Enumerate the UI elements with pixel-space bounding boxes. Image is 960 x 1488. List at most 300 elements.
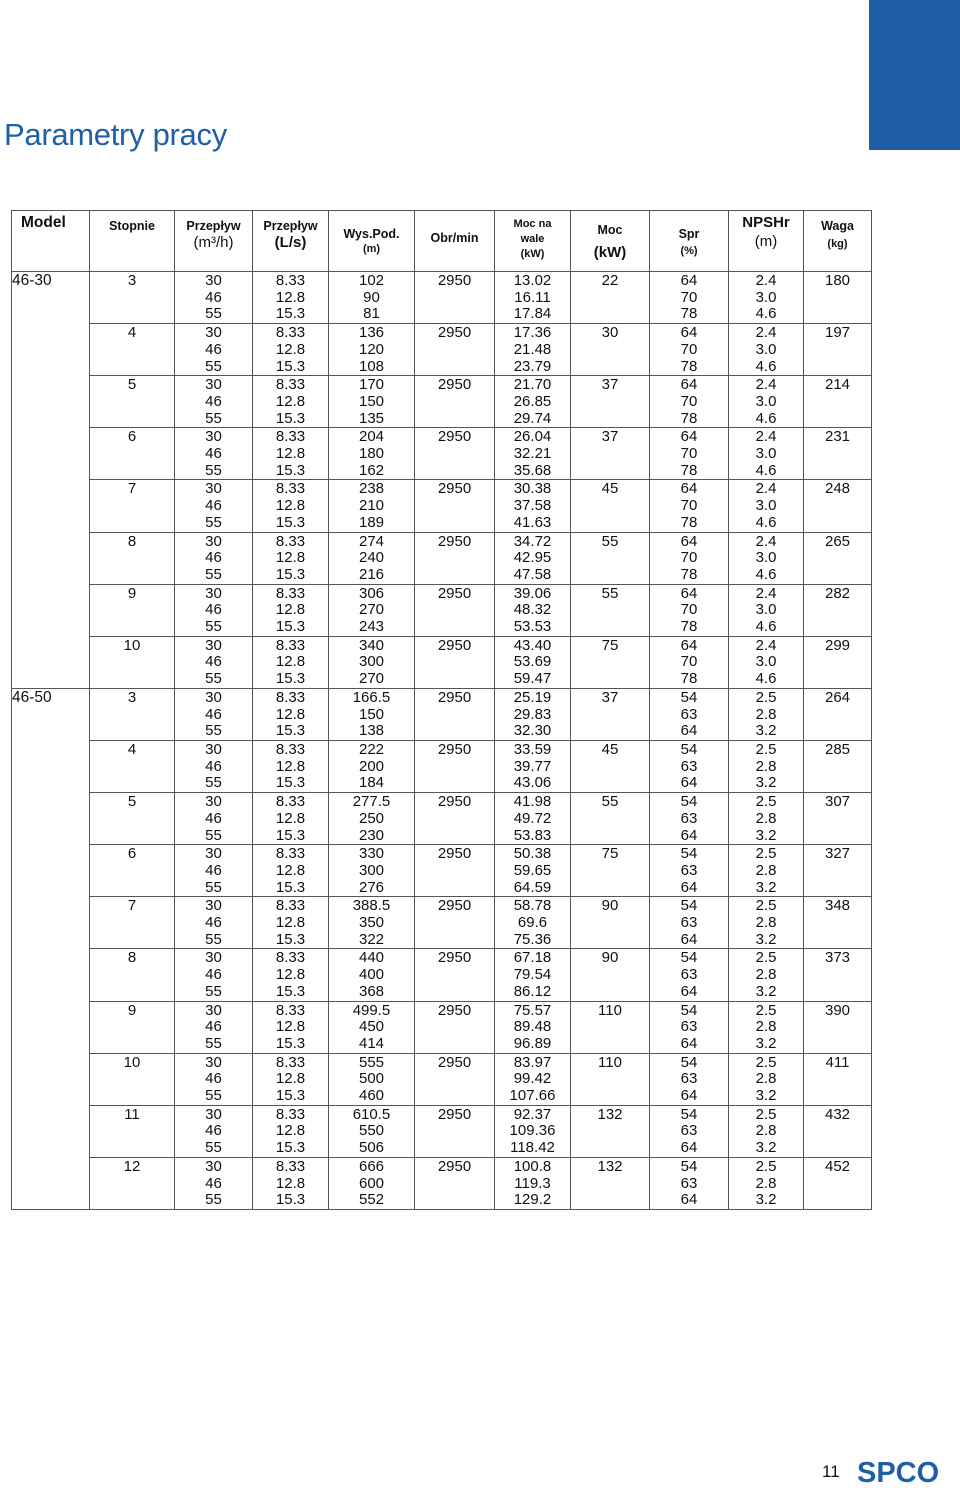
shaft-power-cell-value: 37.58 xyxy=(513,497,552,515)
flow-m3h-cell-value: 30 xyxy=(205,1053,222,1071)
header-model xyxy=(12,211,90,272)
logo-text: SPCO xyxy=(857,1457,940,1488)
flow-ls-cell xyxy=(253,428,329,480)
npshr-cell-value: 2.8 xyxy=(755,1174,777,1192)
head-cell xyxy=(329,740,415,792)
npshr-cell-value: 3.2 xyxy=(755,774,777,792)
shaft-power-cell-value: 53.53 xyxy=(513,618,552,636)
head-cell-value: 108 xyxy=(358,357,385,375)
rpm-cell-value: 2950 xyxy=(437,584,472,602)
efficiency-cell-value: 64 xyxy=(680,982,698,1000)
stages-cell xyxy=(90,584,175,636)
flow-ls-cell-value: 15.3 xyxy=(275,1034,306,1052)
flow-ls-cell-value: 12.8 xyxy=(275,340,306,358)
rpm-cell xyxy=(415,480,495,532)
npshr-cell-value: 2.4 xyxy=(755,636,777,654)
flow-ls-cell-value: 15.3 xyxy=(275,1191,306,1209)
rpm-cell-value: 2950 xyxy=(437,272,472,289)
head-cell-value: 300 xyxy=(358,653,385,671)
flow-m3h-cell-value: 55 xyxy=(205,1191,222,1209)
head-cell-value: 102 xyxy=(358,272,385,289)
power-cell-value: 90 xyxy=(601,949,619,967)
flow-m3h-cell-value: 30 xyxy=(205,793,222,811)
rpm-cell xyxy=(415,532,495,584)
table-row xyxy=(12,636,872,688)
header-stopnie-label: Stopnie xyxy=(109,219,155,233)
weight-cell xyxy=(804,845,872,897)
shaft-power-cell xyxy=(495,1105,571,1157)
shaft-power-cell-value: 69.6 xyxy=(517,914,548,932)
model-label: 46-30 xyxy=(12,272,52,289)
stages-cell xyxy=(90,636,175,688)
head-cell xyxy=(329,1157,415,1209)
efficiency-cell-value: 78 xyxy=(680,461,698,479)
power-cell-value: 45 xyxy=(601,740,619,758)
flow-ls-cell-value: 15.3 xyxy=(275,826,306,844)
stages-cell xyxy=(90,949,175,1001)
shaft-power-cell xyxy=(495,1157,571,1209)
weight-cell-value: 264 xyxy=(824,688,851,706)
table-row xyxy=(12,272,872,324)
flow-m3h-cell xyxy=(175,636,253,688)
flow-ls-cell xyxy=(253,1157,329,1209)
weight-cell xyxy=(804,793,872,845)
shaft-power-cell-value: 67.18 xyxy=(513,949,552,967)
npshr-cell-value: 2.4 xyxy=(755,480,777,498)
flow-m3h-cell xyxy=(175,1001,253,1053)
flow-ls-cell-value: 8.33 xyxy=(275,480,306,498)
header-weight-unit: (kg) xyxy=(827,238,848,250)
efficiency-cell-value: 64 xyxy=(680,480,698,498)
head-cell-value: 270 xyxy=(358,670,385,688)
flow-ls-cell xyxy=(253,480,329,532)
flow-ls-cell xyxy=(253,793,329,845)
head-cell-value: 270 xyxy=(358,601,385,619)
shaft-power-cell-value: 107.66 xyxy=(509,1087,556,1105)
weight-cell-value: 373 xyxy=(824,949,851,967)
npshr-cell-value: 3.0 xyxy=(755,288,777,306)
rpm-cell-value: 2950 xyxy=(437,688,472,706)
shaft-power-cell xyxy=(495,636,571,688)
head-cell-value: 150 xyxy=(358,705,385,723)
weight-cell-value: 214 xyxy=(824,376,851,394)
flow-ls-cell-value: 12.8 xyxy=(275,914,306,932)
npshr-cell-value: 4.6 xyxy=(755,670,777,688)
shaft-power-cell-value: 41.63 xyxy=(513,513,552,531)
npshr-cell-value: 3.0 xyxy=(755,340,777,358)
head-cell xyxy=(329,949,415,1001)
header-weight-label: Waga xyxy=(821,219,854,233)
flow-m3h-cell-value: 30 xyxy=(205,376,222,394)
shaft-power-cell-value: 35.68 xyxy=(513,461,552,479)
npshr-cell xyxy=(729,1053,804,1105)
head-cell xyxy=(329,324,415,376)
flow-ls-cell xyxy=(253,272,329,324)
head-cell-value: 388.5 xyxy=(352,897,391,915)
efficiency-cell-value: 54 xyxy=(680,740,698,758)
head-cell-value: 90 xyxy=(363,288,380,306)
efficiency-cell-value: 64 xyxy=(680,1034,698,1052)
npshr-cell-value: 2.5 xyxy=(755,1157,777,1175)
efficiency-cell-value: 54 xyxy=(680,793,698,811)
rpm-cell xyxy=(415,949,495,1001)
flow-m3h-cell-value: 55 xyxy=(205,930,222,948)
flow-ls-cell-value: 8.33 xyxy=(275,1157,306,1175)
head-cell-value: 162 xyxy=(358,461,385,479)
flow-ls-cell xyxy=(253,949,329,1001)
efficiency-cell-value: 70 xyxy=(680,445,698,463)
table-row xyxy=(12,1053,872,1105)
flow-m3h-cell xyxy=(175,897,253,949)
shaft-power-cell xyxy=(495,688,571,740)
header-head xyxy=(329,211,415,272)
npshr-cell xyxy=(729,584,804,636)
head-cell-value: 274 xyxy=(358,532,385,550)
flow-ls-cell xyxy=(253,532,329,584)
head-cell-value: 368 xyxy=(358,982,385,1000)
head-cell-value: 170 xyxy=(358,376,385,394)
weight-cell xyxy=(804,376,872,428)
weight-cell xyxy=(804,740,872,792)
header-flow-m3h-label: Przepływ xyxy=(186,219,241,233)
head-cell-value: 276 xyxy=(358,878,385,896)
shaft-power-cell-value: 21.70 xyxy=(513,376,552,394)
efficiency-cell-value: 54 xyxy=(680,1053,698,1071)
shaft-power-cell-value: 59.47 xyxy=(513,670,552,688)
flow-m3h-cell-value: 55 xyxy=(205,409,222,427)
head-cell xyxy=(329,688,415,740)
shaft-power-cell xyxy=(495,272,571,324)
npshr-cell-value: 3.2 xyxy=(755,826,777,844)
efficiency-cell xyxy=(650,1157,729,1209)
rpm-cell-value: 2950 xyxy=(437,324,472,342)
power-cell-value: 55 xyxy=(601,793,619,811)
table-row xyxy=(12,688,872,740)
table-row xyxy=(12,428,872,480)
header-shaft-power xyxy=(495,211,571,272)
model-cell xyxy=(12,272,90,689)
rpm-cell xyxy=(415,793,495,845)
flow-m3h-cell-value: 55 xyxy=(205,722,222,740)
table-row xyxy=(12,324,872,376)
npshr-cell-value: 3.2 xyxy=(755,878,777,896)
npshr-cell xyxy=(729,793,804,845)
shaft-power-cell xyxy=(495,584,571,636)
efficiency-cell xyxy=(650,480,729,532)
head-cell-value: 240 xyxy=(358,549,385,567)
npshr-cell-value: 3.2 xyxy=(755,1139,777,1157)
efficiency-cell-value: 64 xyxy=(680,826,698,844)
header-rpm-label: Obr/min xyxy=(430,231,479,245)
efficiency-cell-value: 64 xyxy=(680,1087,698,1105)
npshr-cell xyxy=(729,480,804,532)
corner-accent-block xyxy=(869,0,960,150)
efficiency-cell-value: 78 xyxy=(680,357,698,375)
weight-cell xyxy=(804,584,872,636)
rpm-cell xyxy=(415,584,495,636)
shaft-power-cell-value: 21.48 xyxy=(513,340,552,358)
rpm-cell-value: 2950 xyxy=(437,1157,472,1175)
efficiency-cell-value: 70 xyxy=(680,497,698,515)
stages-cell-value: 4 xyxy=(127,740,137,758)
efficiency-cell-value: 54 xyxy=(680,949,698,967)
stages-cell xyxy=(90,845,175,897)
efficiency-cell-value: 63 xyxy=(680,757,698,775)
npshr-cell-value: 2.4 xyxy=(755,324,777,342)
efficiency-cell-value: 64 xyxy=(680,1139,698,1157)
stages-cell-value: 6 xyxy=(127,845,137,863)
npshr-cell-value: 3.2 xyxy=(755,1191,777,1209)
stages-cell-value: 7 xyxy=(127,480,137,498)
header-rpm xyxy=(415,211,495,272)
flow-m3h-cell-value: 30 xyxy=(205,845,222,863)
stages-cell xyxy=(90,793,175,845)
npshr-cell-value: 2.8 xyxy=(755,861,777,879)
rpm-cell-value: 2950 xyxy=(437,740,472,758)
efficiency-cell-value: 63 xyxy=(680,705,698,723)
npshr-cell xyxy=(729,1001,804,1053)
weight-cell xyxy=(804,636,872,688)
shaft-power-cell-value: 86.12 xyxy=(513,982,552,1000)
flow-m3h-cell-value: 55 xyxy=(205,982,222,1000)
efficiency-cell xyxy=(650,428,729,480)
flow-ls-cell-value: 8.33 xyxy=(275,1053,306,1071)
flow-ls-cell xyxy=(253,1105,329,1157)
header-efficiency xyxy=(650,211,729,272)
shaft-power-cell-value: 48.32 xyxy=(513,601,552,619)
shaft-power-cell xyxy=(495,1001,571,1053)
shaft-power-cell-value: 13.02 xyxy=(513,272,552,289)
head-cell-value: 610.5 xyxy=(352,1105,391,1123)
flow-m3h-cell-value: 55 xyxy=(205,461,222,479)
npshr-cell-value: 3.2 xyxy=(755,722,777,740)
shaft-power-cell-value: 96.89 xyxy=(513,1034,552,1052)
table-row xyxy=(12,949,872,1001)
power-cell-value: 37 xyxy=(601,376,619,394)
weight-cell xyxy=(804,897,872,949)
power-cell-value: 75 xyxy=(601,636,619,654)
flow-m3h-cell-value: 46 xyxy=(205,1122,222,1140)
flow-m3h-cell-value: 46 xyxy=(205,914,222,932)
table-row xyxy=(12,376,872,428)
flow-m3h-cell-value: 46 xyxy=(205,392,222,410)
flow-m3h-cell-value: 55 xyxy=(205,670,222,688)
rpm-cell xyxy=(415,428,495,480)
efficiency-cell xyxy=(650,897,729,949)
rpm-cell xyxy=(415,897,495,949)
efficiency-cell xyxy=(650,793,729,845)
shaft-power-cell xyxy=(495,845,571,897)
flow-m3h-cell-value: 46 xyxy=(205,288,222,306)
head-cell-value: 555 xyxy=(358,1053,385,1071)
rpm-cell-value: 2950 xyxy=(437,845,472,863)
efficiency-cell-value: 54 xyxy=(680,688,698,706)
stages-cell xyxy=(90,897,175,949)
shaft-power-cell-value: 75.57 xyxy=(513,1001,552,1019)
flow-m3h-cell-value: 55 xyxy=(205,357,222,375)
head-cell-value: 200 xyxy=(358,757,385,775)
head-cell-value: 216 xyxy=(358,565,385,583)
flow-m3h-cell-value: 46 xyxy=(205,653,222,671)
power-cell xyxy=(571,584,650,636)
header-flow-ls-unit: (L/s) xyxy=(274,234,307,251)
stages-cell xyxy=(90,532,175,584)
npshr-cell xyxy=(729,949,804,1001)
flow-m3h-cell xyxy=(175,584,253,636)
rpm-cell xyxy=(415,740,495,792)
npshr-cell-value: 3.0 xyxy=(755,549,777,567)
shaft-power-cell-value: 23.79 xyxy=(513,357,552,375)
weight-cell-value: 180 xyxy=(824,272,851,289)
flow-m3h-cell xyxy=(175,1053,253,1105)
flow-ls-cell-value: 12.8 xyxy=(275,288,306,306)
shaft-power-cell xyxy=(495,428,571,480)
npshr-cell xyxy=(729,272,804,324)
weight-cell-value: 285 xyxy=(824,740,851,758)
head-cell-value: 138 xyxy=(358,722,385,740)
power-cell-value: 90 xyxy=(601,897,619,915)
stages-cell-value: 3 xyxy=(127,688,137,706)
npshr-cell-value: 4.6 xyxy=(755,357,777,375)
efficiency-cell-value: 64 xyxy=(680,722,698,740)
shaft-power-cell-value: 53.83 xyxy=(513,826,552,844)
flow-m3h-cell xyxy=(175,272,253,324)
power-cell xyxy=(571,636,650,688)
head-cell xyxy=(329,845,415,897)
flow-m3h-cell xyxy=(175,532,253,584)
head-cell-value: 322 xyxy=(358,930,385,948)
stages-cell xyxy=(90,740,175,792)
efficiency-cell-value: 54 xyxy=(680,845,698,863)
rpm-cell-value: 2950 xyxy=(437,376,472,394)
npshr-cell-value: 2.8 xyxy=(755,809,777,827)
npshr-cell-value: 3.2 xyxy=(755,982,777,1000)
power-cell-value: 55 xyxy=(601,584,619,602)
efficiency-cell xyxy=(650,949,729,1001)
flow-ls-cell-value: 12.8 xyxy=(275,1070,306,1088)
head-cell xyxy=(329,376,415,428)
head-cell-value: 499.5 xyxy=(352,1001,391,1019)
flow-ls-cell-value: 15.3 xyxy=(275,461,306,479)
head-cell-value: 450 xyxy=(358,1018,385,1036)
flow-ls-cell xyxy=(253,740,329,792)
shaft-power-cell-value: 29.74 xyxy=(513,409,552,427)
npshr-cell-value: 3.0 xyxy=(755,601,777,619)
efficiency-cell-value: 78 xyxy=(680,513,698,531)
weight-cell xyxy=(804,532,872,584)
head-cell-value: 184 xyxy=(358,774,385,792)
efficiency-cell-value: 78 xyxy=(680,409,698,427)
rpm-cell-value: 2950 xyxy=(437,1105,472,1123)
flow-m3h-cell xyxy=(175,376,253,428)
rpm-cell xyxy=(415,636,495,688)
stages-cell xyxy=(90,428,175,480)
shaft-power-cell xyxy=(495,532,571,584)
efficiency-cell xyxy=(650,688,729,740)
npshr-cell-value: 3.0 xyxy=(755,497,777,515)
npshr-cell-value: 3.2 xyxy=(755,1087,777,1105)
head-cell xyxy=(329,1105,415,1157)
efficiency-cell-value: 54 xyxy=(680,1105,698,1123)
efficiency-cell-value: 64 xyxy=(680,774,698,792)
weight-cell-value: 452 xyxy=(824,1157,851,1175)
flow-m3h-cell-value: 46 xyxy=(205,705,222,723)
efficiency-cell-value: 64 xyxy=(680,532,698,550)
flow-ls-cell-value: 15.3 xyxy=(275,722,306,740)
flow-m3h-cell xyxy=(175,845,253,897)
table-row xyxy=(12,740,872,792)
power-cell xyxy=(571,532,650,584)
efficiency-cell-value: 78 xyxy=(680,618,698,636)
flow-m3h-cell-value: 30 xyxy=(205,897,222,915)
flow-m3h-cell-value: 30 xyxy=(205,480,222,498)
flow-ls-cell-value: 8.33 xyxy=(275,532,306,550)
page-number: 11 xyxy=(822,1462,840,1481)
power-cell-value: 22 xyxy=(601,272,619,289)
stages-cell xyxy=(90,688,175,740)
head-cell-value: 243 xyxy=(358,618,385,636)
head-cell-value: 230 xyxy=(358,826,385,844)
weight-cell xyxy=(804,1001,872,1053)
shaft-power-cell xyxy=(495,376,571,428)
flow-m3h-cell xyxy=(175,949,253,1001)
power-cell xyxy=(571,1105,650,1157)
weight-cell xyxy=(804,272,872,324)
rpm-cell-value: 2950 xyxy=(437,1053,472,1071)
flow-ls-cell-value: 15.3 xyxy=(275,774,306,792)
npshr-cell-value: 3.2 xyxy=(755,930,777,948)
shaft-power-cell-value: 100.8 xyxy=(513,1157,552,1175)
flow-m3h-cell-value: 46 xyxy=(205,1070,222,1088)
efficiency-cell xyxy=(650,324,729,376)
flow-m3h-cell-value: 30 xyxy=(205,636,222,654)
rpm-cell-value: 2950 xyxy=(437,897,472,915)
rpm-cell xyxy=(415,688,495,740)
head-cell-value: 552 xyxy=(358,1191,385,1209)
efficiency-cell-value: 64 xyxy=(680,636,698,654)
flow-ls-cell-value: 15.3 xyxy=(275,618,306,636)
efficiency-cell-value: 63 xyxy=(680,861,698,879)
flow-ls-cell-value: 12.8 xyxy=(275,392,306,410)
flow-m3h-cell xyxy=(175,1157,253,1209)
header-power-label: Moc xyxy=(597,223,623,237)
weight-cell-value: 248 xyxy=(824,480,851,498)
weight-cell-value: 197 xyxy=(824,324,851,342)
model-cell xyxy=(12,688,90,1209)
npshr-cell-value: 3.0 xyxy=(755,392,777,410)
flow-m3h-cell-value: 46 xyxy=(205,340,222,358)
flow-ls-cell-value: 8.33 xyxy=(275,428,306,446)
efficiency-cell-value: 70 xyxy=(680,288,698,306)
table-row xyxy=(12,1105,872,1157)
flow-ls-cell xyxy=(253,897,329,949)
npshr-cell xyxy=(729,1105,804,1157)
npshr-cell xyxy=(729,1157,804,1209)
npshr-cell-value: 2.4 xyxy=(755,376,777,394)
efficiency-cell-value: 70 xyxy=(680,549,698,567)
efficiency-cell xyxy=(650,376,729,428)
weight-cell-value: 265 xyxy=(824,532,851,550)
flow-m3h-cell-value: 46 xyxy=(205,601,222,619)
flow-ls-cell-value: 8.33 xyxy=(275,1105,306,1123)
shaft-power-cell-value: 83.97 xyxy=(513,1053,552,1071)
shaft-power-cell-value: 109.36 xyxy=(509,1122,556,1140)
power-cell-value: 45 xyxy=(601,480,619,498)
efficiency-cell-value: 54 xyxy=(680,1157,698,1175)
power-cell xyxy=(571,376,650,428)
shaft-power-cell xyxy=(495,480,571,532)
flow-ls-cell xyxy=(253,1001,329,1053)
